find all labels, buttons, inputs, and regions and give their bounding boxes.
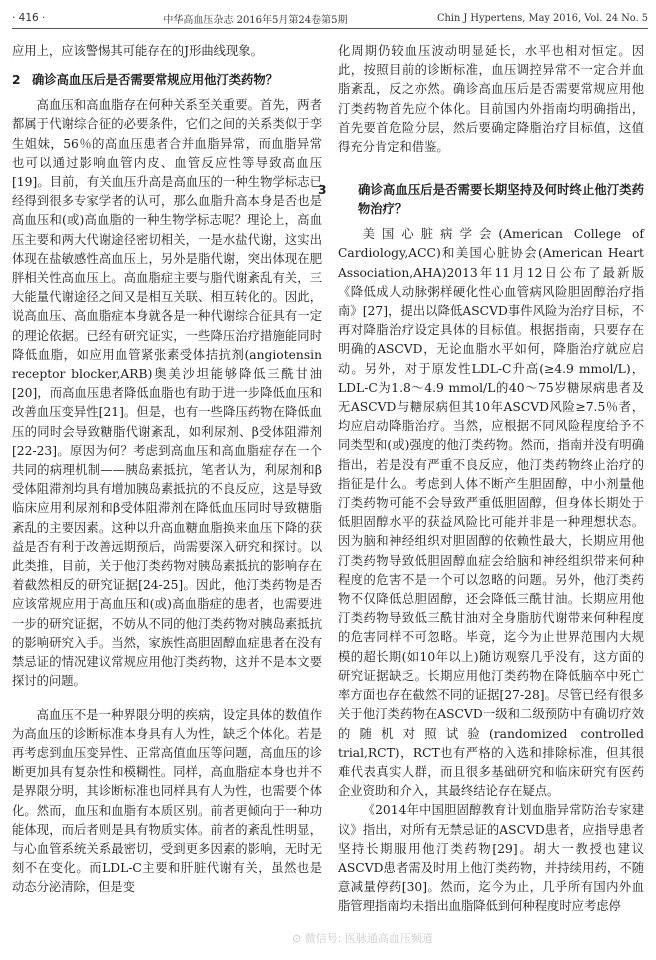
section-number: 2 (12, 73, 21, 88)
paragraph: 应用上，应该警惕其可能存在的J形曲线现象。 (12, 44, 263, 58)
section-heading-2 (12, 71, 322, 90)
paragraph: 高血压和高血脂存在何种关系至关重要。首先，两者都属于代谢综合征的必要条件，它们之间的关系类似于孪生姐妹，56％的高血压患者合并血脂异常，而血脂异常也可以通过影响血管内皮、血管反应性等导致高血压[19]。目前，有关血压升高是高血压的一种生物学标志已经得到很多专家学者的认可，那么血脂升高本身是否也是高血压和(或)高血脂的一种生物学标志呢？理论上，高血压主要和两大代谢途径密切相关，一是水盐代谢，这实出体现在盐敏感性高血压上，另外是脂代谢，突出体现在肥胖相关性高血压上。高血脂症主要与脂代谢紊乱有关，三大能量代谢途径之间又是相互关联、相互转化的。因此，说高血压、高血脂症本身就各是一种代谢综合征具有一定的理论依据。已经有研究证实，一些降压治疗措施能同时降低血脂，如应用血管紧张素受体拮抗剂(angiotensin receptor blocker,ARB)奥美沙坦能够降低三酰甘油[20]，而高血压患者降低血脂也有助于进一步降低血压和改善血压变异性[21]。但是，也有一些降压药物在降低血压的同时会导致糖脂代谢紊乱，如利尿剂、β受体阻滞剂[22-23]。原因为何？考虑到高血压和高血脂症存在一个共同的病理机制——胰岛素抵抗，笔者认为，利尿剂和β受体阻滞剂均具有增加胰岛素抵抗的不良反应，这是导致临床应用利尿剂和β受体阻滞剂在降低血压同时导致糖脂紊乱的主要因素。这种以升高血糖血脂换来血压下降的获益是否有利于改善远期预后，尚需要深入研究和探讨。以此类推，目前，关于他汀类药物对胰岛素抵抗的影响存在着截然相反的研究证据[24-25]。因此，他汀类药物是否应该常规应用于高血压和(或)高血脂症的患者，也需要进一步的研究证据，不妨从不同的他汀类药物对胰岛素抵抗的影响研究入手。当然，家族性高胆固醇血症患者在没有禁忌证的情况建议常规应用他汀类药物，这并不是本文要探讨的问题。 (12, 98, 322, 689)
wechat-watermark: ⊙ 微信号: 医脉通高血压频道 (292, 932, 433, 945)
paragraph: 高血压不是一种界限分明的疾病，设定具体的数值作为高血压的诊断标准本身具有人为性，缺乏个体化。若是再考虑到血压变异性、正常高值血压等问题，高血压的诊断更加具有复杂性和模糊性。同样，高血脂症本身也并不是界限分明，其诊断标准也同样具有人为性，也需要个体化。然而，血压和血脂有本质区别。前者更倾向于一种功能体现，而后者则是具有物质实体。前者的紊乱性明显，与心血管系统关系最密切，受到更多因素的影响，无时无刻不在变化。而LDL-C主要和肝脏代谢有关，虽然也是动态分泌清除，但是变 (12, 707, 322, 895)
paragraph: 美国心脏病学会(American College of Cardiology,ACC)和美国心脏协会(American Heart Association,AHA)2013年11月12日公布了最新版《降低成人动脉粥样硬化性心血管病风险胆固醇治疗指南》[27]，提出以降低ASCVD事件风险为治疗目标，不再对降脂治疗设定具体的目标值。根据指南，只要存在明确的ASCVD，无论血脂水平如何，降脂治疗就应启动。另外，对于原发性LDL-C升高(≥4.9 mmol/L)，LDL-C为1.8～4.9 mmol/L的40～75岁糖尿病患者及无ASCVD与糖尿病但其10年ASCVD风险≥7.5％者，均应启动降脂治疗。当然，应根据不同风险程度给予不同类型和(或)强度的他汀类药物。然而，指南并没有明确指出，若是没有严重不良反应，他汀类药物终止治疗的指征是什么。考虑到人体不断产生胆固醇，中小剂量他汀类药物可能不会导致严重低胆固醇，但身体长期处于低胆固醇水平的获益风险比可能并非是一种理想状态。因为脑和神经组织对胆固醇的依赖性最大，长期应用他汀类药物导致低胆固醇血症会给脑和神经组织带来何种程度的危害不是一个可以忽略的问题。另外，他汀类药物不仅降低总胆固醇，还会降低三酰甘油。长期应用他汀类药物导致低三酰甘油对全身脂肪代谢带来何种程度的危害同样不可忽略。毕竟，迄今为止世界范围内大规模的超长期(如10年以上)随访观察几乎没有，这方面的研究证据缺乏。长期应用他汀类药物在降低脑卒中死亡率方面也存在截然不同的证据[27-28]。尽管已经有很多关于他汀类药物在ASCVD一级和二级预防中有确切疗效的随机对照试验(randomized controlled trial,RCT)，RCT也有严格的入选和排除标准，但其很难代表真实人群，而且很多基础研究和临床研究有医药企业资助和介入，其最终结论存在疑点。 (338, 227, 644, 799)
journal-name-cn: 中华高血压杂志 2016年5月第24卷第5期 (163, 14, 348, 26)
section-title: 确诊高血压后是否需要长期坚持及何时终止他汀类药物治疗？ (358, 183, 644, 217)
right-column (318, 42, 644, 917)
paragraph: 《2014年中国胆固醇教育计划血脂异常防治专家建议》指出，对所有无禁忌证的ASCVD患者，应指导患者坚持长期服用他汀类药物[29]。胡大一教授也建议ASCVD患者需及时用上他汀类药物，并持续用药，不随意减量停药[30]。然而，迄今为止，几乎所有国内外血脂管理指南均未指出血脂降低到何种程度时应考虑停 (338, 803, 644, 914)
paragraph: 化周期仍较血压波动明显延长，水平也相对恒定。因此，按照目前的诊断标准，血压调控异常不一定合并血脂紊乱，反之亦然。确诊高血压后是否需要常规应用他汀类药物首先应个体化。目前国内外指南均明确指出，首先要首危险分层，然后要确定降脂治疗目标值，这值得充分肯定和借鉴。 (338, 44, 644, 155)
section-number: 3 (318, 183, 327, 198)
section-heading-3 (318, 181, 644, 219)
left-column (12, 42, 322, 898)
running-header (12, 8, 648, 29)
journal-name-en: Chin J Hypertens, May 2016, Vol. 24 No. 5 (437, 12, 648, 24)
section-title: 确诊高血压后是否需要常规应用他汀类药物？ (32, 73, 278, 88)
page-number: · 416 · (12, 12, 46, 24)
